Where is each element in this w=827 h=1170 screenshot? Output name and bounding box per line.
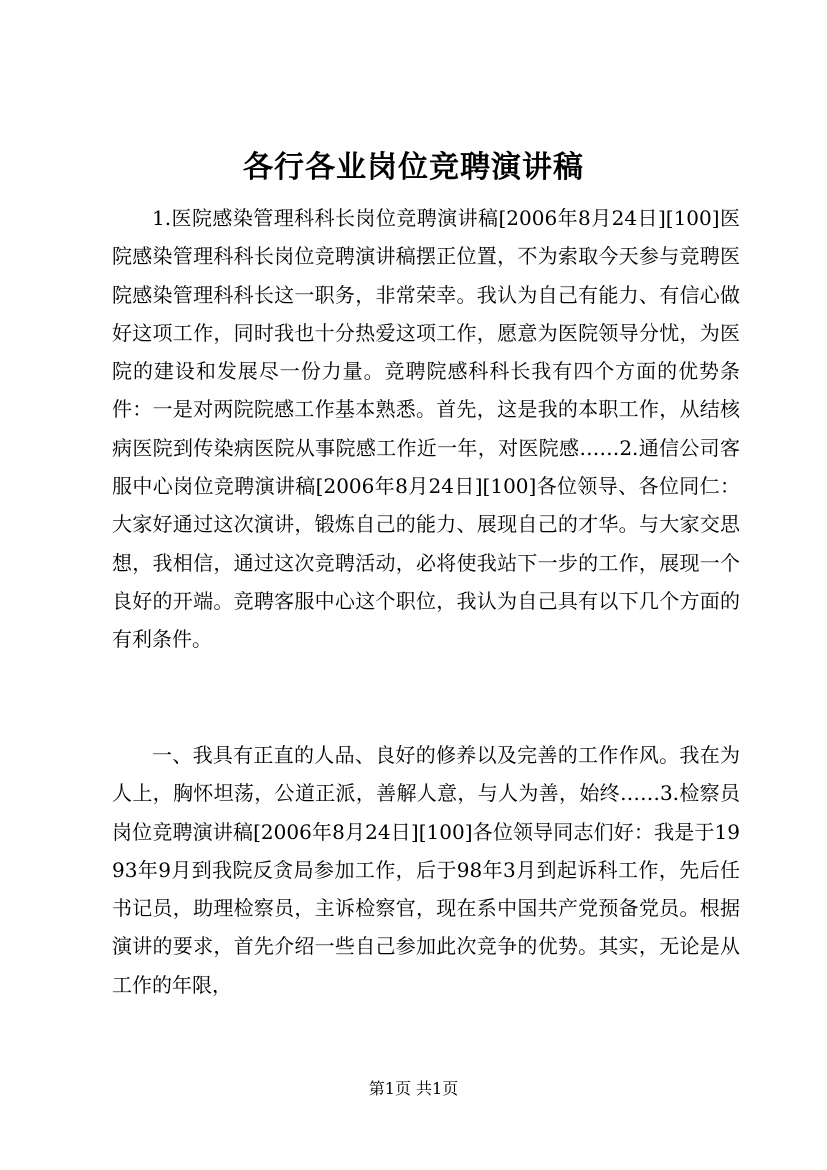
page-footer: 第1页 共1页	[368, 1079, 459, 1098]
paragraph-1: 1.医院感染管理科科长岗位竞聘演讲稿[2006年8月24日][100]医院感染管理科科长岗位竞聘演讲稿摆正位置，不为索取今天参与竞聘医院感染管理科科长这一职务，非常荣幸。我认为自己有能力、有信心做好这项工作，同时我也十分热爱这项工作，愿意为医院领导分忧，为医院的建设和发展尽一份力量。竞聘院感科科长我有四个方面的优势条件：一是对两院院感工作基本熟悉。首先，这是我的本职工作，从结核病医院到传染病医院从事院感工作近一年，对医院感……2.通信公司客服中心岗位竞聘演讲稿[2006年8月24日][100]各位领导、各位同仁：大家好通过这次演讲，锻炼自己的能力、展现自己的才华。与大家交思想，我相信，通过这次竞聘活动，必将使我站下一步的工作，展现一个良好的开端。竞聘客服中心这个职位，我认为自己具有以下几个方面的有利条件。	[112, 206, 740, 652]
document-title: 各行各业岗位竞聘演讲稿	[243, 150, 584, 185]
paragraph-2: 一、我具有正直的人品、良好的修养以及完善的工作作风。我在为人上，胸怀坦荡，公道正派，善解人意，与人为善，始终……3.检察员岗位竞聘演讲稿[2006年8月24日][100]各位领导同志们好：我是于1993年9月到我院反贪局参加工作，后于98年3月到起诉科工作，先后任书记员，助理检察员，主诉检察官，现在系中国共产党预备党员。根据演讲的要求，首先介绍一些自己参加此次竞争的优势。其实，无论是从工作的年限，	[112, 743, 740, 997]
